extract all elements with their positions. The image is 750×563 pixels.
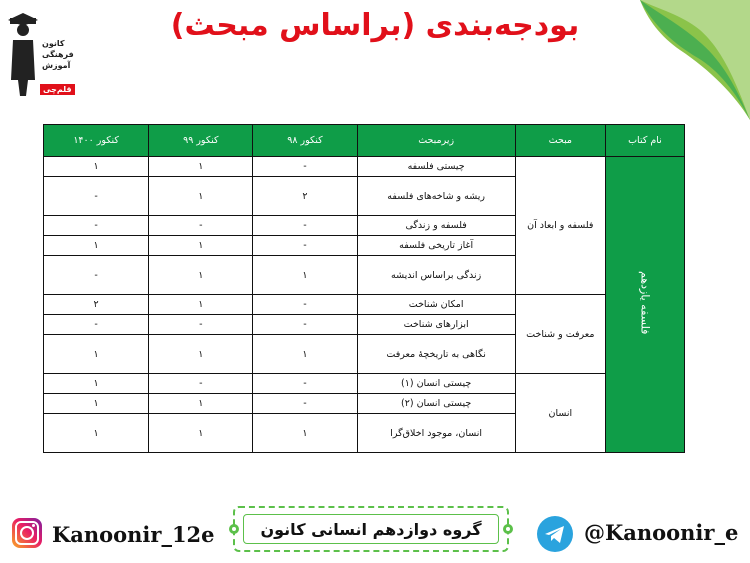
k98-cell: ۱ xyxy=(253,335,357,374)
telegram-icon[interactable] xyxy=(537,516,573,552)
k99-cell: - xyxy=(149,374,253,394)
header-subtopic: زیرمبحث xyxy=(357,125,515,157)
badge-dot-right xyxy=(503,524,513,534)
k98-cell: - xyxy=(253,157,357,177)
book-cell: فلسفه یازدهم xyxy=(605,157,684,453)
header-k99: کنکور ۹۹ xyxy=(149,125,253,157)
k1400-cell: ۱ xyxy=(44,394,149,414)
k1400-cell: ۱ xyxy=(44,374,149,394)
k99-cell: ۱ xyxy=(149,414,253,453)
budget-table xyxy=(43,124,685,453)
subtopic-cell: چیستی انسان (۲) xyxy=(357,394,515,414)
instagram-handle[interactable]: Kanoonir_12e xyxy=(52,522,215,547)
logo-tag: قلم‌چی xyxy=(40,84,75,95)
topic-cell: انسان xyxy=(515,374,605,453)
k98-cell: ۱ xyxy=(253,414,357,453)
subtopic-cell: چیستی انسان (۱) xyxy=(357,374,515,394)
k1400-cell: - xyxy=(44,216,149,236)
header-k1400: کنکور ۱۴۰۰ xyxy=(44,125,149,157)
subtopic-cell: فلسفه و زندگی xyxy=(357,216,515,236)
subtopic-cell: امکان شناخت xyxy=(357,295,515,315)
header-book: نام کتاب xyxy=(605,125,684,157)
k1400-cell: - xyxy=(44,315,149,335)
topic-cell: فلسفه و ابعاد آن xyxy=(515,157,605,295)
telegram-handle[interactable]: @Kanoonir_e xyxy=(584,520,739,545)
k98-cell: ۱ xyxy=(253,256,357,295)
k1400-cell: ۲ xyxy=(44,295,149,315)
k1400-cell: ۱ xyxy=(44,236,149,256)
k98-cell: - xyxy=(253,295,357,315)
k99-cell: ۱ xyxy=(149,177,253,216)
group-label: گروه دوازدهم انسانی کانون xyxy=(243,514,499,544)
k99-cell: - xyxy=(149,315,253,335)
subtopic-cell: نگاهی به تاریخچهٔ معرفت xyxy=(357,335,515,374)
table-header-row xyxy=(44,125,685,157)
page-curl-decoration xyxy=(640,0,750,120)
k98-cell: - xyxy=(253,374,357,394)
subtopic-cell: ریشه و شاخه‌های فلسفه xyxy=(357,177,515,216)
group-badge xyxy=(233,506,509,552)
subtopic-cell: ابزارهای شناخت xyxy=(357,315,515,335)
k98-cell: - xyxy=(253,315,357,335)
topic-cell: معرفت و شناخت xyxy=(515,295,605,374)
k99-cell: ۱ xyxy=(149,256,253,295)
k99-cell: ۱ xyxy=(149,394,253,414)
subtopic-cell: زندگی براساس اندیشه xyxy=(357,256,515,295)
page-title: بودجه‌بندی (براساس مبحث) xyxy=(170,8,580,43)
k1400-cell: ۱ xyxy=(44,335,149,374)
k99-cell: ۱ xyxy=(149,295,253,315)
subtopic-cell: انسان، موجود اخلاق‌گرا xyxy=(357,414,515,453)
logo-text: کانون فرهنگی آموزش xyxy=(42,39,74,70)
k1400-cell: ۱ xyxy=(44,414,149,453)
k1400-cell: - xyxy=(44,256,149,295)
k1400-cell: ۱ xyxy=(44,157,149,177)
table-row xyxy=(44,157,685,177)
header-k98: کنکور ۹۸ xyxy=(253,125,357,157)
header-topic: مبحث xyxy=(515,125,605,157)
instagram-icon[interactable] xyxy=(12,518,42,548)
kanoon-logo xyxy=(8,10,74,100)
k99-cell: ۱ xyxy=(149,335,253,374)
k98-cell: ۲ xyxy=(253,177,357,216)
k98-cell: - xyxy=(253,216,357,236)
k1400-cell: - xyxy=(44,177,149,216)
subtopic-cell: چیستی فلسفه xyxy=(357,157,515,177)
k99-cell: - xyxy=(149,216,253,236)
k99-cell: ۱ xyxy=(149,236,253,256)
k98-cell: - xyxy=(253,394,357,414)
badge-dot-left xyxy=(229,524,239,534)
subtopic-cell: آغاز تاریخی فلسفه xyxy=(357,236,515,256)
k99-cell: ۱ xyxy=(149,157,253,177)
table-row xyxy=(44,374,685,394)
k98-cell: - xyxy=(253,236,357,256)
table-row xyxy=(44,295,685,315)
